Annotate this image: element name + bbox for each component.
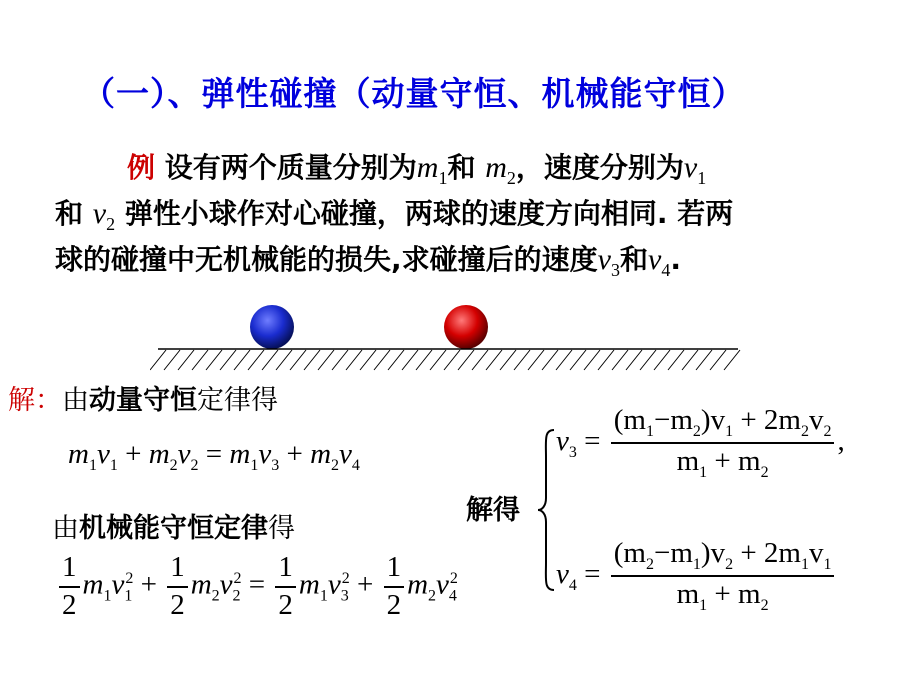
hatch-stroke [640,350,656,370]
hatch-stroke [570,350,586,370]
problem-line-2 [55,192,733,235]
hatch-stroke [346,350,362,370]
collision-diagram [150,300,750,376]
hatch-stroke [500,350,516,370]
solve-label: 解得 [466,495,520,526]
hatch-stroke [234,350,250,370]
blue-ball [250,305,294,349]
ground-hatching [150,350,740,370]
hatch-stroke [150,350,166,370]
left-brace [536,428,558,592]
hatch-stroke [654,350,670,370]
symbol-v3: $v_3$ [597,243,620,280]
hatch-stroke [220,350,236,370]
hatch-stroke [248,350,264,370]
hatch-stroke [710,350,726,370]
momentum-text-a: 由 [62,385,89,416]
hatch-stroke [402,350,418,370]
energy-equation: $\frac{1}{2}$ $m_1v_1^2$ + $\frac{1}{2}$ $m_2v_2^2$ = $\frac{1}{2}$ $m_1v_3^2$ + $\frac{1}{2}$ $m_2v_4^2$ [56,552,458,622]
solution-line-2 [52,506,295,545]
hatch-stroke [458,350,474,370]
hatch-stroke [374,350,390,370]
hatch-stroke [444,350,460,370]
hatch-stroke [332,350,348,370]
hatch-stroke [192,350,208,370]
hatch-stroke [276,350,292,370]
hatch-stroke [486,350,502,370]
red-ball [444,305,488,349]
symbol-v2: $v_2$ [92,197,116,234]
hatch-stroke [528,350,544,370]
hatch-stroke [262,350,278,370]
hatch-stroke [542,350,558,370]
hatch-stroke [696,350,712,370]
problem-line-1 [55,146,706,189]
problem-text-3a: 球的碰撞中无机械能的损失,求碰撞后的速度 [55,243,598,276]
problem-text-2a: 和 [55,197,84,230]
hatch-stroke [612,350,628,370]
momentum-equation: $m_1v_1 + m_2v_2 = m_1v_3 + m_2v_4$ [68,438,360,474]
hatch-stroke [682,350,698,370]
energy-text-c: 得 [268,513,295,544]
example-label: 例 [127,151,156,184]
hatch-stroke [178,350,194,370]
problem-line-3 [55,238,681,281]
hatch-stroke [360,350,376,370]
hatch-stroke [668,350,684,370]
hatch-stroke [304,350,320,370]
v4-result: $v_4$ = $\frac{(m_2-m_1)v_2 + 2m_1v_1}{m_1 + m_2}$ [556,538,837,615]
hatch-stroke [556,350,572,370]
hatch-stroke [598,350,614,370]
solution-line-1 [8,378,278,417]
slide-title: （一）、弹性碰撞（动量守恒、机械能守恒） [82,74,746,113]
hatch-stroke [724,350,740,370]
hatch-stroke [290,350,306,370]
problem-text-2b: 弹性小球作对心碰撞，两球的速度方向相同. 若两 [124,197,734,230]
problem-text-3c: . [670,243,681,276]
symbol-v4: $v_4$ [647,243,671,280]
hatch-stroke [416,350,432,370]
problem-text-1a: 设有两个质量分别为 [164,151,417,184]
problem-text-3b: 和 [619,243,648,276]
hatch-stroke [514,350,530,370]
hatch-stroke [472,350,488,370]
momentum-text-c: 定律得 [197,385,278,416]
hatch-stroke [626,350,642,370]
hatch-stroke [206,350,222,370]
v3-result: $v_3$ = $\frac{(m_1-m_2)v_1 + 2m_2v_2}{m_1 + m_2}$ , [556,404,845,482]
momentum-text-b: 动量守恒 [89,385,197,416]
symbol-m2: $m_2$ [485,151,516,188]
hatch-stroke [318,350,334,370]
hatch-stroke [164,350,180,370]
energy-text-a: 由 [52,513,79,544]
problem-text-1c: ，速度分别为 [515,151,684,184]
symbol-v1: $v_1$ [683,151,707,188]
energy-text-b: 机械能守恒定律 [79,513,268,544]
hatch-stroke [430,350,446,370]
solution-label: 解： [8,385,62,416]
problem-text-1b: 和 [447,151,476,184]
hatch-stroke [388,350,404,370]
hatch-stroke [584,350,600,370]
symbol-m1: $m_1$ [416,151,448,188]
